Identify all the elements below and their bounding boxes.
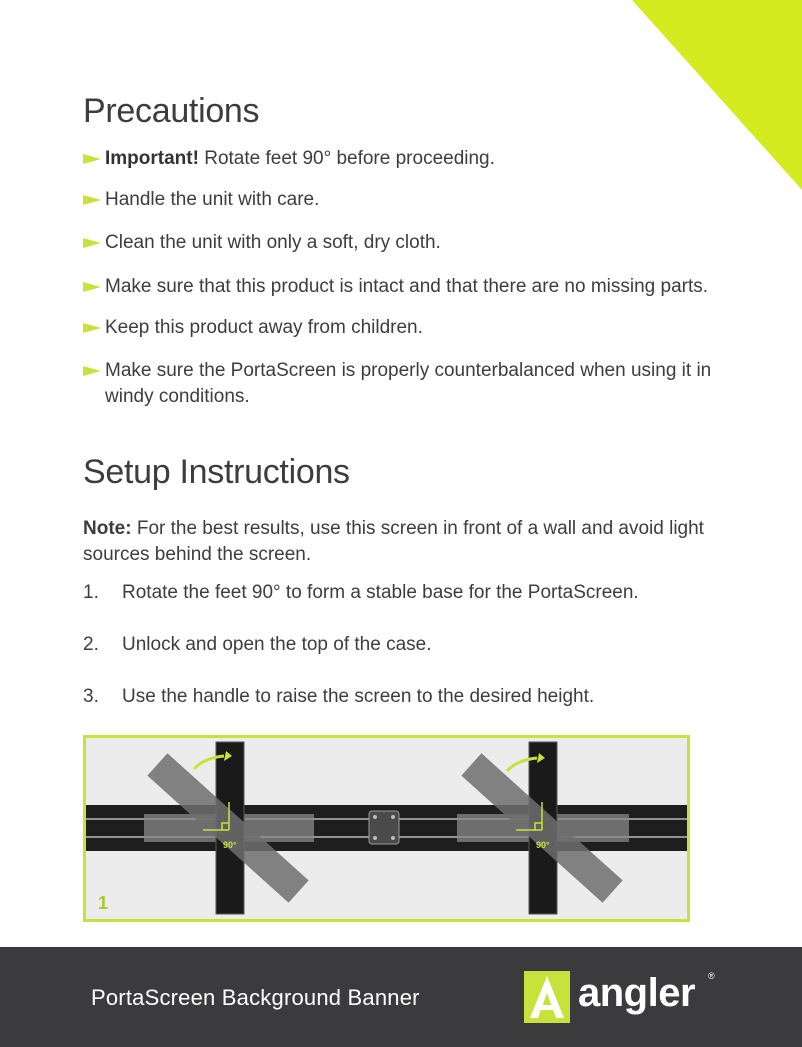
feet-rotation-diagram <box>86 738 687 919</box>
step-text: Rotate the feet 90° to form a stable base for the PortaScreen. <box>122 582 639 603</box>
setup-illustration <box>83 735 690 922</box>
setup-note <box>83 516 723 568</box>
precaution-text: Make sure that this product is intact and that there are no missing parts. <box>105 276 709 297</box>
arrow-bullet-icon <box>83 323 101 333</box>
precaution-item <box>83 358 723 410</box>
step-text: Unlock and open the top of the case. <box>122 634 432 655</box>
registered-mark: ® <box>708 971 715 981</box>
footer-bar <box>0 947 802 1047</box>
note-text: For the best results, use this screen in front of a wall and avoid light sources behind the screen. <box>83 518 704 565</box>
precaution-item <box>83 315 723 341</box>
arrow-bullet-icon <box>83 238 101 248</box>
arrow-bullet-icon <box>83 195 101 205</box>
setup-heading: Setup Instructions <box>83 453 350 491</box>
angler-logo <box>524 969 724 1025</box>
arrow-bullet-icon <box>83 366 101 376</box>
precaution-text: Handle the unit with care. <box>105 189 320 210</box>
step-number: 1. <box>83 582 99 603</box>
precaution-text: Clean the unit with only a soft, dry cloth. <box>105 232 441 253</box>
note-label: Note: <box>83 518 132 539</box>
step-number: 3. <box>83 686 99 707</box>
logo-a-icon <box>524 971 570 1023</box>
precaution-item <box>83 274 723 300</box>
precaution-text: Make sure the PortaScreen is properly counterbalanced when using it in windy conditions. <box>105 360 712 407</box>
important-label: Important! <box>105 148 199 169</box>
footer-title: PortaScreen Background Banner <box>91 985 420 1010</box>
angle-label-right: 90° <box>536 840 550 850</box>
logo-wordmark: angler <box>578 971 696 1015</box>
precaution-item <box>83 187 723 213</box>
precaution-item <box>83 146 723 172</box>
step-number: 2. <box>83 634 99 655</box>
angle-label-left: 90° <box>223 840 237 850</box>
arrow-bullet-icon <box>83 282 101 292</box>
arrow-bullet-icon <box>83 154 101 164</box>
precaution-text: Keep this product away from children. <box>105 317 423 338</box>
precaution-text: Rotate feet 90° before proceeding. <box>198 148 495 169</box>
precautions-heading: Precautions <box>83 92 260 130</box>
precaution-item <box>83 230 723 256</box>
figure-step-number: 1 <box>98 893 109 913</box>
step-text: Use the handle to raise the screen to the desired height. <box>122 686 595 707</box>
